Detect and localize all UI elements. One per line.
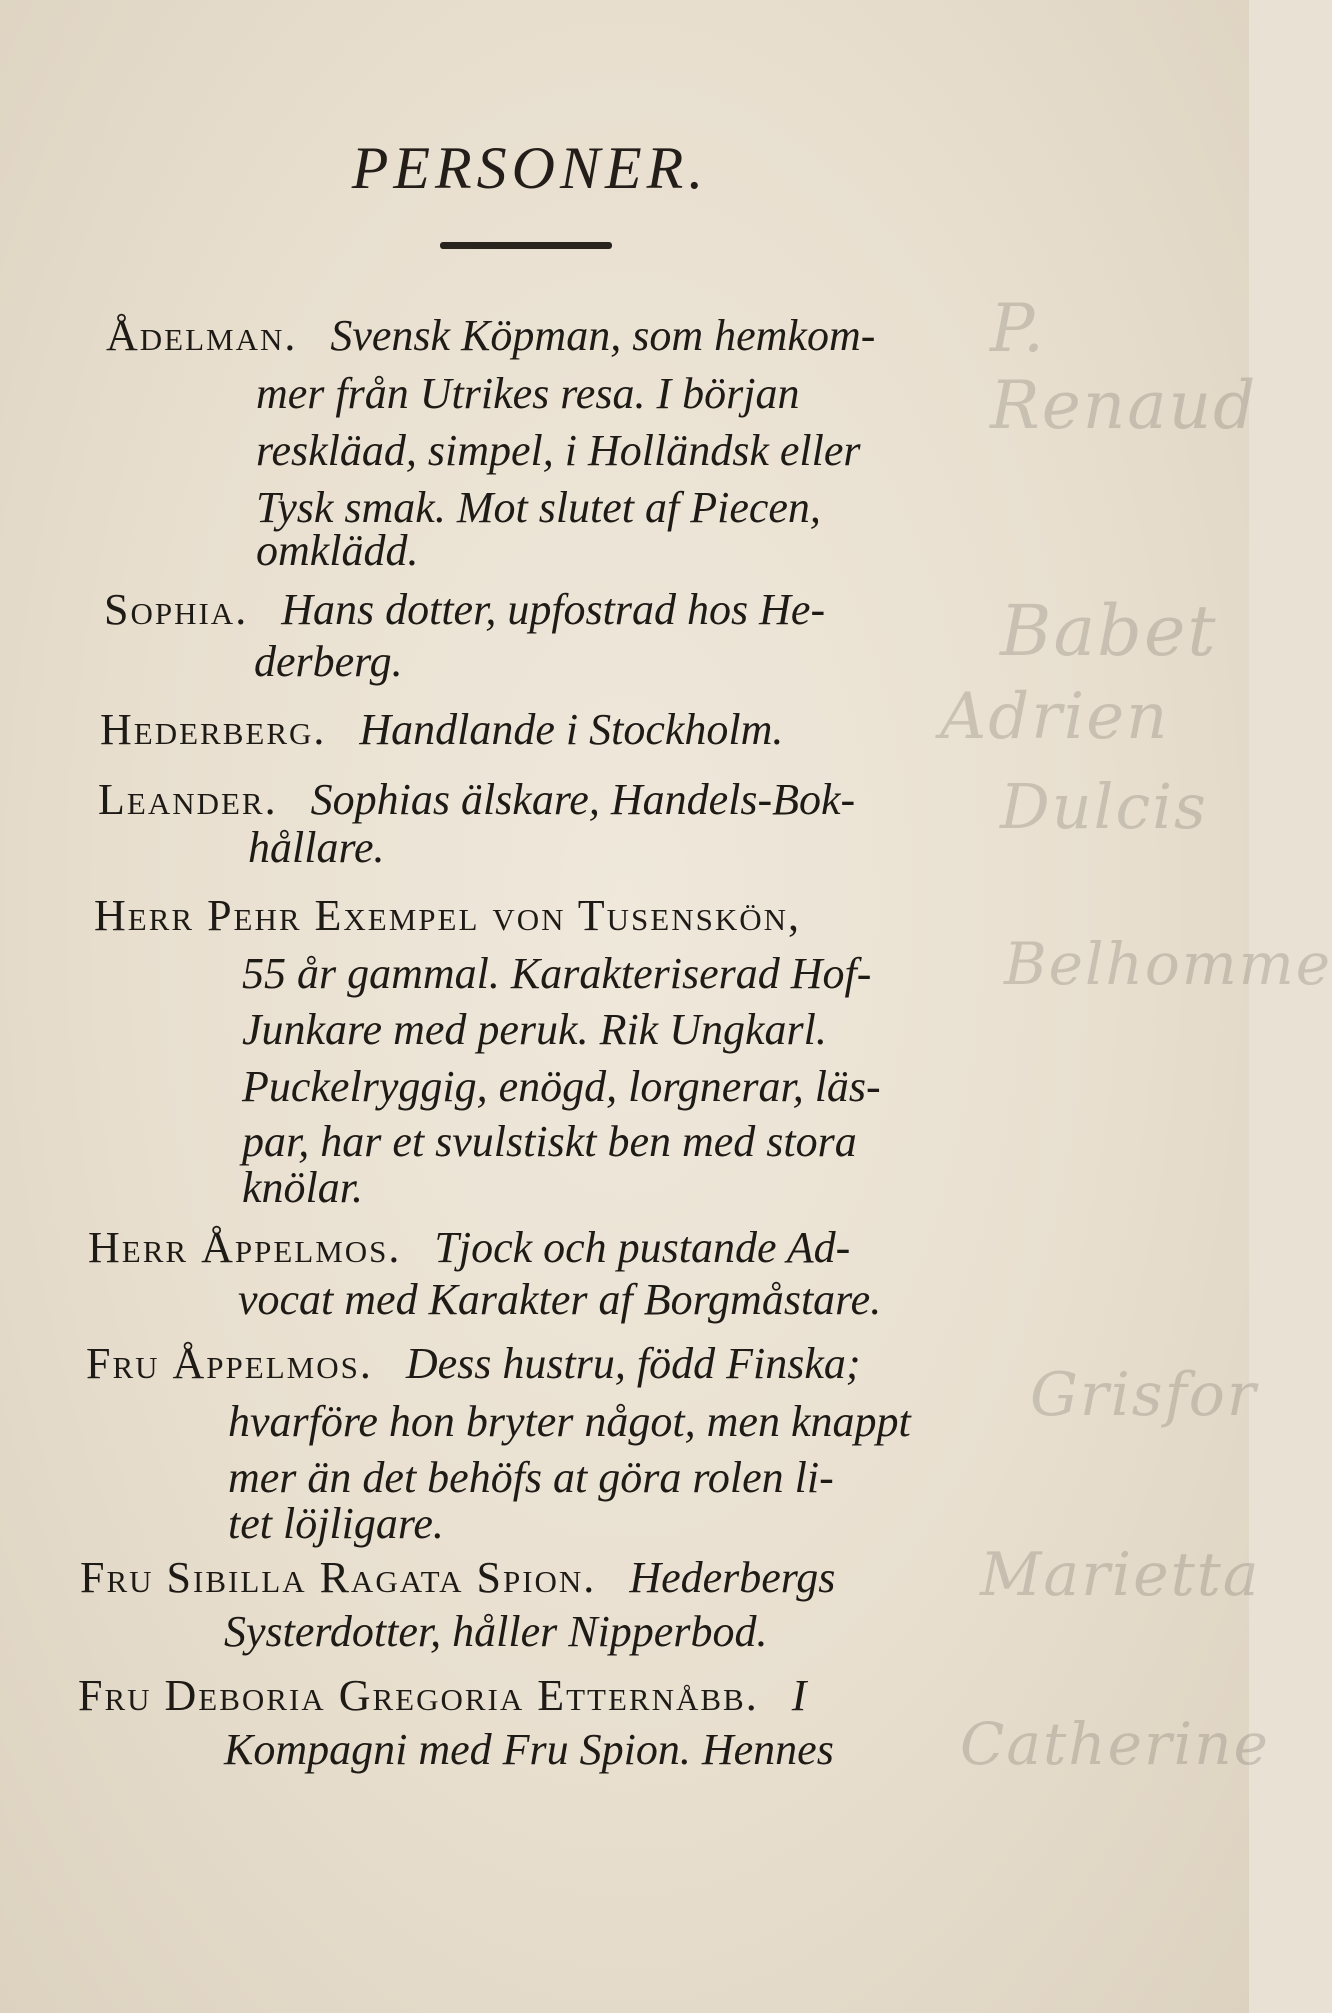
cast-entry-fru-appelmos bbox=[86, 1334, 861, 1393]
character-description: Tjock och pustande Ad- bbox=[434, 1223, 851, 1272]
cast-entry-adelman bbox=[106, 306, 875, 365]
description-line: 55 år gammal. Karakteriserad Hof- bbox=[242, 949, 872, 998]
description-line: Systerdotter, håller Nipperbod. bbox=[224, 1607, 768, 1656]
cast-entry-tusenskon bbox=[94, 886, 801, 945]
title-rule bbox=[440, 242, 612, 249]
description-line: par, har et svulstiskt ben med stora bbox=[242, 1117, 857, 1166]
description-line: mer från Utrikes resa. I början bbox=[256, 369, 800, 418]
description-line: derberg. bbox=[254, 637, 403, 686]
description-line: hållare. bbox=[248, 823, 385, 872]
cast-entry-hederberg bbox=[100, 700, 783, 759]
character-description: Svensk Köpman, som hemkom- bbox=[330, 311, 876, 360]
character-description: Hans dotter, upfostrad hos He- bbox=[281, 585, 826, 634]
character-description: Sophias älskare, Handels-Bok- bbox=[310, 775, 856, 824]
character-description: Handlande i Stockholm. bbox=[359, 705, 784, 754]
pencil-note: Adrien bbox=[940, 680, 1170, 754]
pencil-note: Belhomme bbox=[1004, 930, 1332, 998]
pencil-note: Babet bbox=[1000, 590, 1218, 672]
pencil-note: Marietta bbox=[980, 1540, 1261, 1610]
description-line: Kompagni med Fru Spion. Hennes bbox=[224, 1725, 834, 1774]
character-name: Fru Sibilla Ragata Spion. bbox=[80, 1553, 597, 1602]
description-line: mer än det behöfs at göra rolen li- bbox=[228, 1453, 834, 1502]
cast-entry-leander bbox=[98, 770, 855, 829]
description-line: hvarföre hon bryter något, men knappt bbox=[228, 1397, 911, 1446]
pencil-note: P. Renaud bbox=[990, 290, 1258, 444]
pencil-note: Dulcis bbox=[1000, 770, 1208, 843]
character-description: I bbox=[791, 1671, 807, 1720]
character-name: Hederberg. bbox=[100, 705, 327, 754]
cast-entry-spion bbox=[80, 1548, 835, 1607]
description-line: tet löjligare. bbox=[228, 1499, 444, 1548]
character-description: Hederbergs bbox=[629, 1553, 836, 1602]
description-line: Puckelryggig, enögd, lorgnerar, läs- bbox=[242, 1062, 881, 1111]
description-line: vocat med Karakter af Borgmåstare. bbox=[238, 1275, 882, 1324]
cast-entry-herr-appelmos bbox=[88, 1218, 850, 1277]
character-name: Herr Åppelmos. bbox=[88, 1223, 402, 1272]
description-line: omklädd. bbox=[256, 526, 419, 575]
page-title: PERSONER. bbox=[351, 135, 709, 201]
character-name: Sophia. bbox=[104, 585, 249, 634]
description-line: knölar. bbox=[242, 1163, 363, 1212]
pencil-note: Catherine bbox=[960, 1710, 1270, 1778]
description-line: reskläad, simpel, i Holländsk eller bbox=[256, 426, 861, 475]
character-name: Leander. bbox=[98, 775, 278, 824]
character-name: Herr Pehr Exempel von Tusenskön, bbox=[94, 891, 802, 940]
cast-entry-sophia bbox=[104, 580, 825, 639]
description-line: Tysk smak. Mot slutet af Piecen, bbox=[256, 483, 821, 532]
character-name: Ådelman. bbox=[106, 311, 298, 360]
pencil-note: Grisfor bbox=[1030, 1360, 1258, 1430]
character-name: Fru Åppelmos. bbox=[86, 1339, 373, 1388]
character-name: Fru Deboria Gregoria Etternåbb. bbox=[78, 1671, 759, 1720]
description-line: Junkare med peruk. Rik Ungkarl. bbox=[242, 1005, 827, 1054]
cast-entry-etternabb bbox=[78, 1666, 806, 1725]
character-description: Dess hustru, född Finska; bbox=[405, 1339, 861, 1388]
